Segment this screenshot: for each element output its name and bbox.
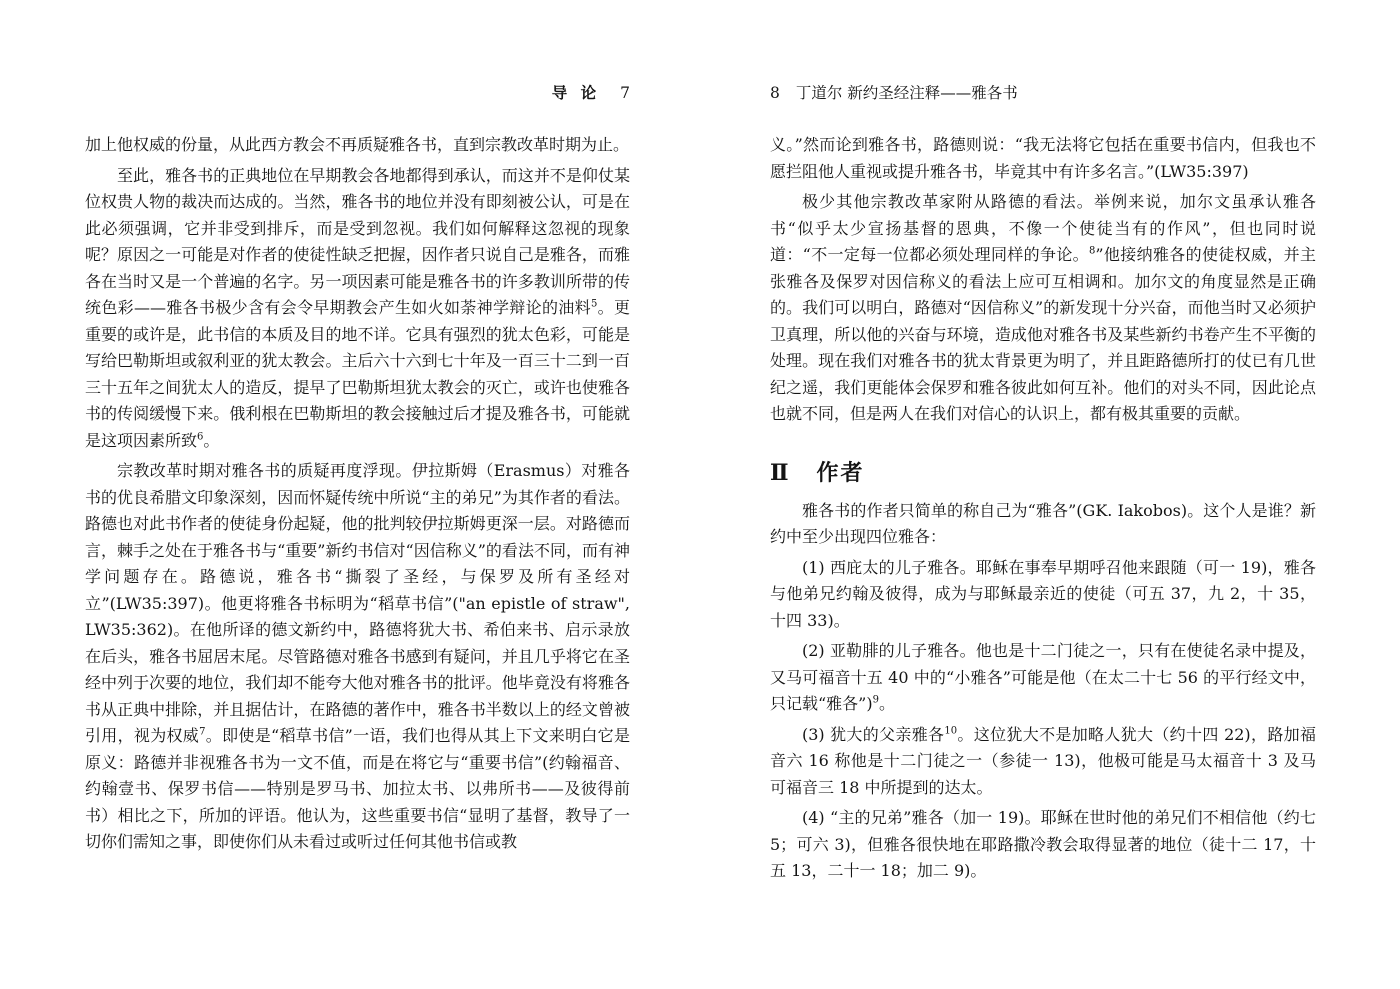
paragraph-text: (2) 亚勒腓的儿子雅各。他也是十二门徒之一，只有在使徒名录中提及，又马可福音十五 40 中的“小雅各”可能是他（在太二十七 56 的平行经文中，只记载“雅各”) bbox=[770, 641, 1316, 713]
footnote-marker: 5 bbox=[590, 298, 598, 310]
section-heading bbox=[770, 458, 1316, 488]
book-title: 丁道尔 新约圣经注释——雅各书 bbox=[795, 84, 1018, 102]
paragraph-text: ”他接纳雅各的使徒权威，并主张雅各及保罗对因信称义的看法上应可互相调和。加尔文的角度显然是正确的。我们可以明白，路德对“因信称义”的新发现十分兴奋，而他当时又必须护卫真理，所以他的兴奋与环境，造成他对雅各书及某些新约书卷产生不平衡的处理。现在我们对雅各书的犹太背景更为明了，并且距路德所打的仗已有几世纪之遥，我们更能体会保罗和雅各彼此如何互补。他们的对头不同，因此论点也就不同，但是两人在我们对信心的认识上，都有极其重要的贡献。 bbox=[770, 245, 1316, 423]
right-running-header bbox=[770, 80, 1316, 106]
page-number: 8 bbox=[770, 84, 780, 102]
paragraph-text: 极少其他宗教改革家附从路德的看法。举例来说，加尔文虽承认雅各书“似乎太少宣扬基督的恩典，不像一个使徒当有的作风”，但也同时说道：“不一定每一位都必须处理同样的争论。 bbox=[770, 192, 1316, 264]
list-item bbox=[770, 722, 1316, 802]
paragraph-text: 义。”然而论到雅各书，路德则说：“我无法将它包括在重要书信内，但我也不愿拦阻他人重视或提升雅各书，毕竟其中有许多名言。”(LW35:397) bbox=[770, 135, 1316, 181]
footnote-marker: 7 bbox=[199, 726, 206, 738]
paragraph-text: 。 bbox=[203, 430, 220, 450]
paragraph-text: 宗教改革时期对雅各书的质疑再度浮现。伊拉斯姆（Erasmus）对雅各书的优良希腊文印象深刻，因而怀疑传统中所说“主的弟兄”为其作者的看法。路德也对此书作者的使徒身份起疑，他的批判较伊拉斯姆更深一层。对路德而言，棘手之处在于雅各书与“重要”新约书信对“因信称义”的看法不同，而有神学问题存在。路德说，雅各书“撕裂了圣经，与保罗及所有圣经对立”(LW35:397)。他更将雅各书标明为“稻草书信”("an epistle of straw", LW35:362)。在他所译的德文新约中，路德将犹大书、希伯来书、启示录放在后头，雅各书屈居末尾。尽管路德对雅各书感到有疑问，并且几乎将它在圣经中列于次要的地位，我们却不能夸大他对雅各书的批评。他毕竟没有将雅各书从正典中排除，并且据估计，在路德的著作中，雅各书半数以上的经文曾被引用，视为权威 bbox=[85, 461, 630, 745]
paragraph bbox=[770, 189, 1316, 428]
paragraph bbox=[85, 458, 630, 856]
paragraph-text: 。 bbox=[878, 694, 895, 713]
list-item bbox=[770, 805, 1316, 885]
footnote-marker: 6 bbox=[197, 431, 204, 443]
paragraph-text: (1) 西庇太的儿子雅各。耶稣在事奉早期呼召他来跟随（可一 19)，雅各与他弟兄约翰及彼得，成为与耶稣最亲近的使徒（可五 37，九 2，十 35，十四 33)。 bbox=[770, 557, 1316, 630]
section-title: 作者 bbox=[816, 459, 865, 486]
paragraph bbox=[770, 498, 1316, 551]
paragraph bbox=[770, 132, 1316, 185]
right-page bbox=[770, 0, 1316, 889]
paragraph-text: 。更重要的或许是，此书信的本质及目的地不详。它具有强烈的犹太色彩，可能是写给巴勒斯坦或叙利亚的犹太教会。主后六十六到七十年及一百三十二到一百三十五年之间犹太人的造反，提早了巴勒斯坦犹太教会的灭亡，或许也使雅各书的传阅缓慢下来。俄利根在巴勒斯坦的教会接触过后才提及雅各书，可能就是这项因素所致 bbox=[85, 298, 630, 450]
paragraph bbox=[85, 132, 630, 159]
list-item bbox=[770, 555, 1316, 635]
right-page-body bbox=[770, 132, 1316, 885]
paragraph-text: 至此，雅各书的正典地位在早期教会各地都得到承认，而这并不是仰仗某位权贵人物的裁决而达成的。当然，雅各书的地位并没有即刻被公认，可是在此必须强调，它并非受到排斥，而是受到忽视。我们如何解释这忽视的现象呢？原因之一可能是对作者的使徒性缺乏把握，因作者只说自己是雅各，而雅各在当时又是一个普遍的名字。另一项因素可能是雅各书的许多教训所带的传统色彩——雅各书极少含有会令早期教会产生如火如荼神学辩论的油料 bbox=[85, 165, 630, 317]
footnote-marker: 10 bbox=[944, 725, 958, 737]
section-numeral: Ⅱ bbox=[770, 459, 791, 486]
chapter-title: 导 论 bbox=[551, 83, 601, 102]
left-page-body bbox=[85, 132, 630, 856]
paragraph-text: 。即使是“稻草书信”一语，我们也得从其上下文来明白它是原义：路德并非视雅各书为一文不值，而是在将它与“重要书信”(约翰福音、约翰壹书、保罗书信——特别是罗马书、加拉太书、以弗所书——及彼得前书）相比之下，所加的评语。他认为，这些重要书信“显明了基督，教导了一切你们需知之事，即使你们从未看过或听过任何其他书信或教 bbox=[85, 726, 630, 851]
paragraph bbox=[85, 163, 630, 455]
paragraph-text: 雅各书的作者只简单的称自己为“雅各”(GK. Iakobos)。这个人是谁？新约中至少出现四位雅各： bbox=[770, 500, 1316, 546]
footnote-marker: 8 bbox=[1089, 245, 1096, 257]
left-page bbox=[85, 0, 630, 860]
paragraph-text: (3) 犹大的父亲雅各 bbox=[802, 724, 945, 744]
paragraph-text: 。这位犹大不是加略人犹大（约十四 22)，路加福音六 16 称他是十二门徒之一（参徒一 13)，他极可能是马太福音十 3 及马可福音三 18 中所提到的达太。 bbox=[770, 724, 1316, 797]
footnote-marker: 9 bbox=[872, 694, 879, 706]
list-item bbox=[770, 638, 1316, 718]
left-running-header bbox=[85, 80, 630, 106]
paragraph-text: (4) “主的兄弟”雅各（加一 19)。耶稣在世时他的弟兄们不相信他（约七 5；可六 3)，但雅各很快地在耶路撒冷教会取得显著的地位（徒十二 17，十五 13，二十一 18；加二 9)。 bbox=[770, 808, 1316, 880]
paragraph-text: 加上他权威的份量，从此西方教会不再质疑雅各书，直到宗教改革时期为止。 bbox=[85, 135, 630, 154]
page-number: 7 bbox=[620, 84, 630, 102]
